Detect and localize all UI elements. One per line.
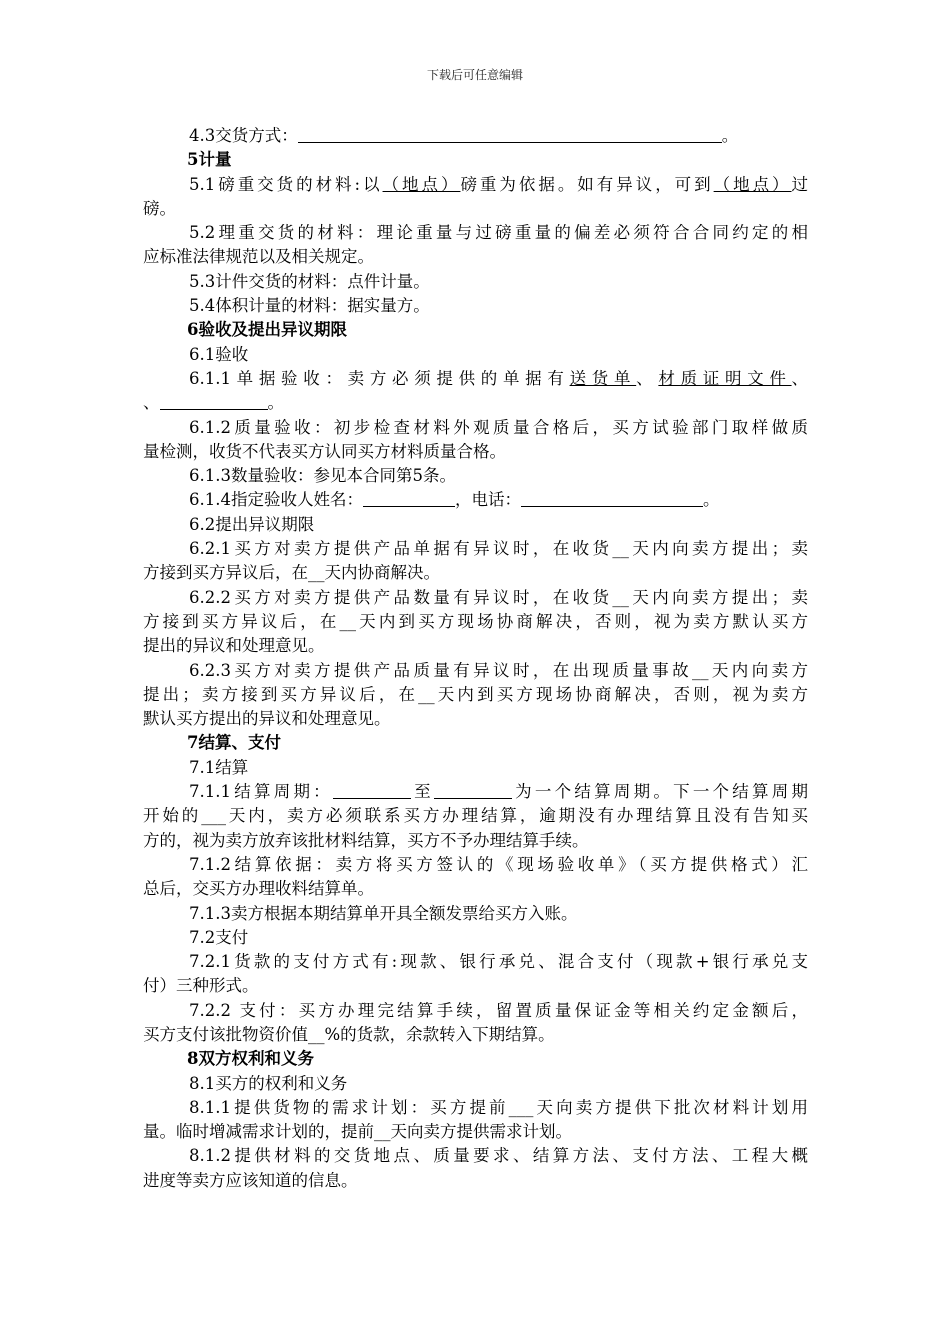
clause-8-1-2-cont: 进度等卖方应该知道的信息。	[143, 1170, 358, 1190]
clause-7-1-1-cont2: 方的，视为卖方放弃该批材料结算，买方不予办理结算手续。	[143, 830, 589, 850]
clause-6-1: 6.1验收	[189, 344, 249, 364]
clause-7-2-1: 7.2.1货款的支付方式有:现款、银行承兑、混合支付（现款+银行承兑支	[189, 952, 808, 972]
clause-8-1-1: 8.1.1提供货物的需求计划：买方提前___天向卖方提供下批次材料计划用	[189, 1097, 808, 1117]
clause-6-2-2-cont: 方接到买方异议后，在__天内到买方现场协商解决，否则，视为卖方默认买方	[143, 611, 808, 631]
period-start-blank	[333, 782, 411, 799]
clause-7-1-1-cont: 开始的___天内，卖方必须联系买方办理结算，逾期没有办理结算且没有告知买	[143, 806, 808, 826]
clause-8-1-2: 8.1.2提供材料的交货地点、质量要求、结算方法、支付方法、工程大概	[189, 1146, 808, 1166]
clause-5-1: 5.1磅重交货的材料:以（地点）磅重为依据。如有异议，可到（地点）过	[189, 174, 809, 194]
clause-6-2-1: 6.2.1买方对卖方提供产品单据有异议时，在收货__天内向卖方提出；卖	[189, 539, 808, 559]
heading-5: 5计量	[187, 150, 232, 170]
contract-body	[143, 124, 808, 1193]
clause-7-2-2: 7.2.2 支付：买方办理完结算手续，留置质量保证金等相关约定金额后，	[189, 1000, 808, 1020]
heading-6: 6验收及提出异议期限	[187, 320, 347, 340]
page-header: 下载后可任意编辑	[426, 68, 523, 82]
clause-6-1-2: 6.1.2质量验收：初步检查材料外观质量合格后，买方试验部门取样做质	[189, 417, 808, 437]
clause-7-1: 7.1结算	[189, 757, 249, 777]
clause-7-1-2: 7.1.2结算依据：卖方将买方签认的《现场验收单》（买方提供格式）汇	[189, 854, 808, 874]
clause-6-2-2: 6.2.2买方对卖方提供产品数量有异议时，在收货__天内向卖方提出；卖	[189, 587, 808, 607]
clause-8-1-1-cont: 量。临时增减需求计划的，提前__天向卖方提供需求计划。	[143, 1122, 572, 1142]
clause-7-2-1-cont: 付）三种形式。	[143, 976, 259, 996]
clause-6-2-2-cont2: 提出的异议和处理意见。	[143, 636, 325, 656]
clause-7-2: 7.2支付	[189, 927, 249, 947]
inspector-name-blank	[363, 490, 455, 507]
clause-6-2-3: 6.2.3买方对卖方提供产品质量有异议时，在出现质量事故__天内向卖方	[189, 660, 808, 680]
heading-7: 7结算、支付	[187, 733, 281, 753]
clause-4-3: 4.3交货方式： 。	[189, 126, 739, 145]
clause-5-1-cont: 磅。	[143, 198, 176, 218]
clause-6-2: 6.2提出异议期限	[189, 514, 315, 534]
clause-5-4: 5.4体积计量的材料：据实量方。	[189, 296, 430, 316]
clause-6-1-1: 6.1.1单据验收：卖方必须提供的单据有送货单、材质证明文件、	[189, 368, 809, 388]
period-end-blank	[434, 782, 512, 799]
clause-5-2-cont: 应标准法律规范以及相关规定。	[143, 247, 374, 267]
clause-6-2-3-cont2: 默认买方提出的异议和处理意见。	[143, 709, 391, 729]
phone-blank	[521, 490, 703, 507]
heading-8: 8双方权利和义务	[187, 1049, 314, 1069]
clause-6-1-2-cont: 量检测，收货不代表买方认同买方材料质量合格。	[143, 441, 506, 461]
clause-6-1-3: 6.1.3数量验收：参见本合同第5条。	[189, 466, 456, 486]
clause-7-2-2-cont: 买方支付该批物资价值__%的货款，余款转入下期结算。	[143, 1024, 555, 1044]
clause-7-1-3: 7.1.3卖方根据本期结算单开具全额发票给买方入账。	[189, 903, 578, 923]
clause-6-2-1-cont: 方接到买方异议后，在__天内协商解决。	[143, 563, 440, 583]
document-blank	[160, 393, 268, 410]
clause-6-1-4: 6.1.4指定验收人姓名： ，电话： 。	[189, 490, 720, 510]
clause-8-1: 8.1买方的权利和义务	[189, 1073, 348, 1093]
clause-7-1-1: 7.1.1结算周期： 至 为一个结算周期。下一个结算周期	[189, 782, 809, 802]
clause-7-1-2-cont: 总后，交买方办理收料结算单。	[143, 879, 374, 899]
clause-5-2: 5.2理重交货的材料：理论重量与过磅重量的偏差必须符合合同约定的相	[189, 223, 808, 243]
delivery-method-blank	[298, 126, 722, 143]
clause-6-1-1-cont: 、 。	[143, 393, 284, 413]
clause-5-3: 5.3计件交货的材料：点件计量。	[189, 271, 430, 291]
clause-6-2-3-cont: 提出；卖方接到买方异议后，在__天内到买方现场协商解决，否则，视为卖方	[143, 684, 808, 704]
